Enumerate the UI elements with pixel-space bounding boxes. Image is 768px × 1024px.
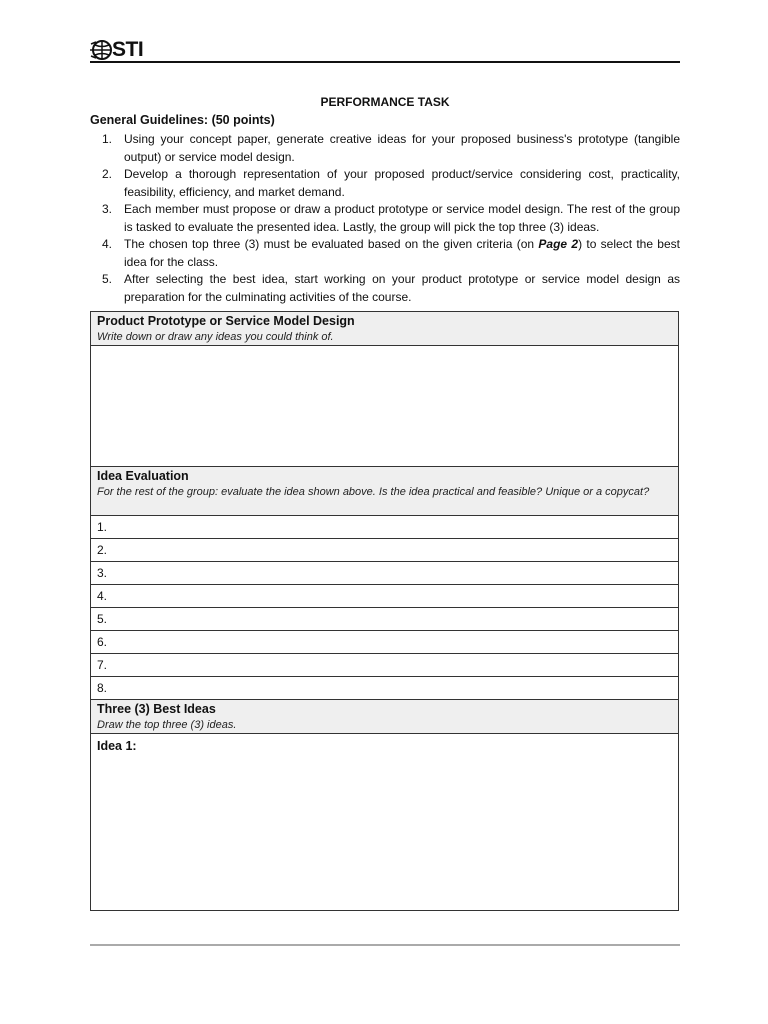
evaluation-row[interactable]: [91, 608, 679, 631]
guideline-item: [90, 201, 680, 236]
prototype-drawing-area[interactable]: [91, 346, 679, 467]
evaluation-row[interactable]: [91, 516, 679, 539]
guideline-item: [90, 236, 680, 271]
guidelines-list: [90, 131, 680, 306]
row-number: 1.: [97, 520, 108, 534]
row-number: 6.: [97, 635, 108, 649]
evaluation-row[interactable]: [91, 677, 679, 700]
idea-1-drawing-area[interactable]: [91, 734, 679, 911]
logo-text: STI: [112, 38, 144, 61]
evaluation-section-header: [91, 467, 679, 516]
row-number: 2.: [97, 543, 108, 557]
prototype-title: Product Prototype or Service Model Design: [97, 314, 355, 328]
guidelines-heading: General Guidelines: (50 points): [90, 113, 275, 127]
guideline-text: Each member must propose or draw a product prototype or service model design. The rest of the group is tasked to evaluate the presented idea. Lastly, the group will pick the top three (3) ideas.: [124, 202, 680, 234]
guideline-item: [90, 271, 680, 306]
prototype-instructions: Write down or draw any ideas you could think of.: [97, 331, 334, 343]
row-number: 4.: [97, 589, 108, 603]
page-reference: Page 2: [538, 237, 579, 251]
guideline-text: Develop a thorough representation of your proposed product/service considering cost, practicality, feasibility, efficiency, and market demand.: [124, 167, 680, 199]
row-number: 7.: [97, 658, 108, 672]
document-title: PERFORMANCE TASK: [320, 95, 450, 109]
guideline-text: Using your concept paper, generate creative ideas for your proposed business's prototype (tangible output) or service model design.: [124, 132, 680, 164]
row-number: 5.: [97, 612, 108, 626]
sti-logo: [90, 38, 143, 62]
evaluation-row[interactable]: [91, 585, 679, 608]
guideline-text: After selecting the best idea, start working on your product prototype or service model design as preparation for the culminating activities of the course.: [124, 272, 680, 304]
guideline-number: 2.: [102, 167, 113, 181]
guideline-number: 4.: [102, 237, 113, 251]
idea-1-label: Idea 1:: [97, 739, 137, 753]
task-table: [90, 311, 679, 911]
guideline-number: 3.: [102, 202, 113, 216]
guideline-number: 5.: [102, 272, 113, 286]
row-number: 8.: [97, 681, 108, 695]
evaluation-title: Idea Evaluation: [97, 469, 189, 483]
evaluation-instructions: For the rest of the group: evaluate the idea shown above. Is the idea practical and feasible? Unique or a copycat?: [97, 486, 650, 498]
guideline-text-before: The chosen top three (3) must be evaluated based on the given criteria (on: [124, 237, 539, 251]
evaluation-row[interactable]: [91, 654, 679, 677]
guideline-item: [90, 166, 680, 201]
best-ideas-section-header: [91, 700, 679, 734]
row-number: 3.: [97, 566, 108, 580]
header-divider: [90, 61, 680, 63]
guideline-item: [90, 131, 680, 166]
guideline-number: 1.: [102, 132, 113, 146]
best-ideas-instructions: Draw the top three (3) ideas.: [97, 719, 237, 731]
evaluation-row[interactable]: [91, 631, 679, 654]
guideline-text-after: ) to select the best idea for the class.: [124, 237, 680, 269]
footer-divider: [90, 944, 680, 946]
evaluation-row[interactable]: [91, 539, 679, 562]
prototype-section-header: [91, 312, 679, 346]
sti-globe-icon: [90, 38, 114, 62]
evaluation-row[interactable]: [91, 562, 679, 585]
best-ideas-title: Three (3) Best Ideas: [97, 702, 216, 716]
